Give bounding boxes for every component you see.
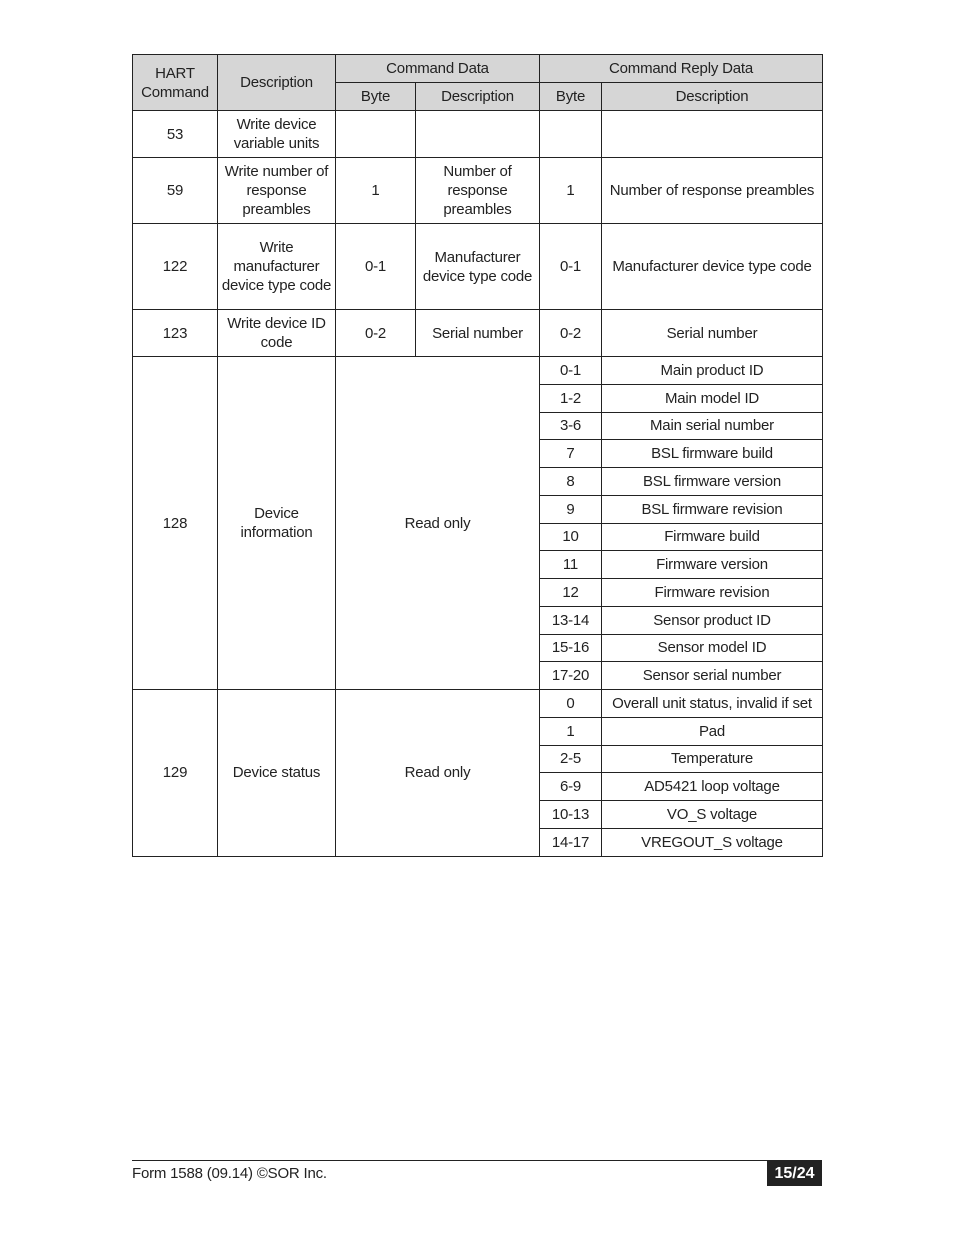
cell-reply-byte: 1-2 [540,384,602,412]
footer-form-text: Form 1588 (09.14) ©SOR Inc. [132,1165,327,1182]
cell-hart-command: 123 [133,310,218,357]
cell-reply-description: Overall unit status, invalid if set [602,690,823,718]
cell-reply-description: Sensor product ID [602,606,823,634]
cell-command-description [416,111,540,158]
cell-command-byte: 0-1 [336,224,416,310]
cell-reply-description: Firmware build [602,523,823,551]
cell-reply-byte: 15-16 [540,634,602,662]
cell-reply-description: Firmware version [602,551,823,579]
cell-reply-byte: 8 [540,468,602,496]
cell-reply-byte: 14-17 [540,828,602,856]
cell-reply-description: BSL firmware revision [602,495,823,523]
header-command-description: Description [416,83,540,111]
cell-reply-byte: 7 [540,440,602,468]
table-row [133,111,823,158]
cell-description: Write device variable units [218,111,336,158]
cell-reply-description: BSL firmware version [602,468,823,496]
cell-reply-description: Number of response preambles [602,158,823,224]
cell-reply-byte: 11 [540,551,602,579]
footer-divider [132,1160,822,1161]
cell-reply-byte: 3-6 [540,412,602,440]
cell-reply-byte: 6-9 [540,773,602,801]
cell-reply-description: Main serial number [602,412,823,440]
cell-description: Write number of response preambles [218,158,336,224]
header-reply-byte: Byte [540,83,602,111]
cell-reply-description: Firmware revision [602,579,823,607]
cell-reply-description: Manufacturer device type code [602,224,823,310]
cell-reply-description: Sensor model ID [602,634,823,662]
cell-reply-description: Main product ID [602,357,823,385]
cell-command-data-merged: Read only [336,690,540,857]
cell-hart-command: 129 [133,690,218,857]
cell-command-byte: 1 [336,158,416,224]
cell-command-byte [336,111,416,158]
cell-reply-byte: 17-20 [540,662,602,690]
cell-description: Write manufacturer device type code [218,224,336,310]
cell-reply-byte [540,111,602,158]
cell-reply-byte: 10 [540,523,602,551]
hart-command-table [132,54,823,857]
cell-reply-byte: 1 [540,158,602,224]
table-row [133,690,823,718]
cell-reply-description: VREGOUT_S voltage [602,828,823,856]
cell-reply-description: AD5421 loop voltage [602,773,823,801]
cell-command-description: Number of response preambles [416,158,540,224]
cell-reply-description: Main model ID [602,384,823,412]
cell-reply-byte: 9 [540,495,602,523]
cell-description: Write device ID code [218,310,336,357]
cell-command-data-merged: Read only [336,357,540,690]
cell-reply-description: Temperature [602,745,823,773]
table-row [133,158,823,224]
cell-reply-description: BSL firmware build [602,440,823,468]
cell-command-description: Manufacturer device type code [416,224,540,310]
table-row [133,224,823,310]
cell-reply-byte: 1 [540,717,602,745]
cell-reply-description: Serial number [602,310,823,357]
cell-command-description: Serial number [416,310,540,357]
cell-reply-description [602,111,823,158]
cell-reply-byte: 0-1 [540,357,602,385]
table-header [133,55,823,111]
cell-description: Device status [218,690,336,857]
header-command-byte: Byte [336,83,416,111]
cell-reply-byte: 0-2 [540,310,602,357]
cell-hart-command: 59 [133,158,218,224]
header-reply-description: Description [602,83,823,111]
table-row [133,357,823,385]
cell-description: Device information [218,357,336,690]
page-number-badge: 15/24 [767,1161,822,1186]
cell-reply-byte: 12 [540,579,602,607]
cell-hart-command: 53 [133,111,218,158]
cell-reply-byte: 13-14 [540,606,602,634]
table-row [133,310,823,357]
cell-hart-command: 122 [133,224,218,310]
header-command-reply-data: Command Reply Data [540,55,823,83]
table-body [133,111,823,857]
cell-command-byte: 0-2 [336,310,416,357]
cell-reply-description: Sensor serial number [602,662,823,690]
cell-reply-byte: 0 [540,690,602,718]
cell-reply-byte: 2-5 [540,745,602,773]
header-description: Description [218,55,336,111]
cell-reply-description: VO_S voltage [602,801,823,829]
header-command-data: Command Data [336,55,540,83]
cell-reply-description: Pad [602,717,823,745]
cell-reply-byte: 10-13 [540,801,602,829]
header-hart-command: HART Command [133,55,218,111]
cell-hart-command: 128 [133,357,218,690]
cell-reply-byte: 0-1 [540,224,602,310]
